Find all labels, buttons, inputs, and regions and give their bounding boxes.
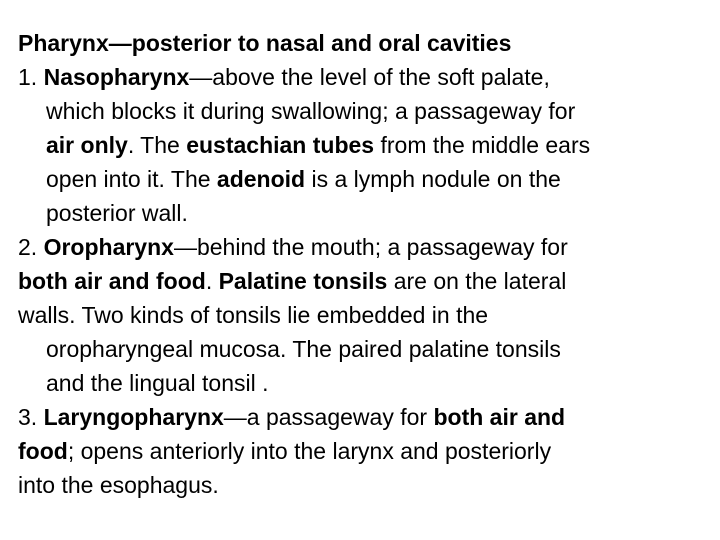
oropharynx-line-4: oropharyngeal mucosa. The paired palatine tonsils: [46, 336, 561, 362]
term-adenoid: adenoid: [216, 166, 306, 192]
term-eustachian-tubes: eustachian tubes: [186, 132, 375, 158]
laryngopharynx-line-1: 3. Laryngopharynx—a passageway for both air and: [18, 404, 566, 430]
slide-content: [18, 26, 708, 502]
term-oropharynx: Oropharynx: [43, 234, 174, 260]
laryngopharynx-line-2: food; opens anteriorly into the larynx and posteriorly: [18, 438, 552, 464]
nasopharynx-line-5: posterior wall.: [46, 200, 188, 226]
term-air-only: air only: [46, 132, 128, 158]
laryngopharynx-line-3: into the esophagus.: [18, 472, 219, 498]
term-nasopharynx: Nasopharynx: [43, 64, 190, 90]
nasopharynx-line-3: air only. The eustachian tubes from the middle ears: [46, 132, 591, 158]
slide-heading: Pharynx—posterior to nasal and oral cavities: [18, 30, 512, 56]
oropharynx-line-1: 2. Oropharynx—behind the mouth; a passageway for: [18, 234, 568, 260]
oropharynx-line-2: both air and food. Palatine tonsils are on the lateral: [18, 268, 567, 294]
term-laryngopharynx: Laryngopharynx: [43, 404, 224, 430]
oropharynx-line-3: walls. Two kinds of tonsils lie embedded in the: [18, 302, 489, 328]
nasopharynx-line-4: open into it. The adenoid is a lymph nodule on the: [46, 166, 561, 192]
nasopharynx-line-1: 1. Nasopharynx—above the level of the soft palate,: [18, 64, 550, 90]
nasopharynx-line-2: which blocks it during swallowing; a passageway for: [46, 98, 576, 124]
term-palatine-tonsils: Palatine tonsils: [218, 268, 388, 294]
term-both-air-and: both air and: [433, 404, 566, 430]
oropharynx-line-5: and the lingual tonsil .: [46, 370, 269, 396]
term-both-air-and-food: both air and food: [18, 268, 206, 294]
term-food: food: [18, 438, 68, 464]
